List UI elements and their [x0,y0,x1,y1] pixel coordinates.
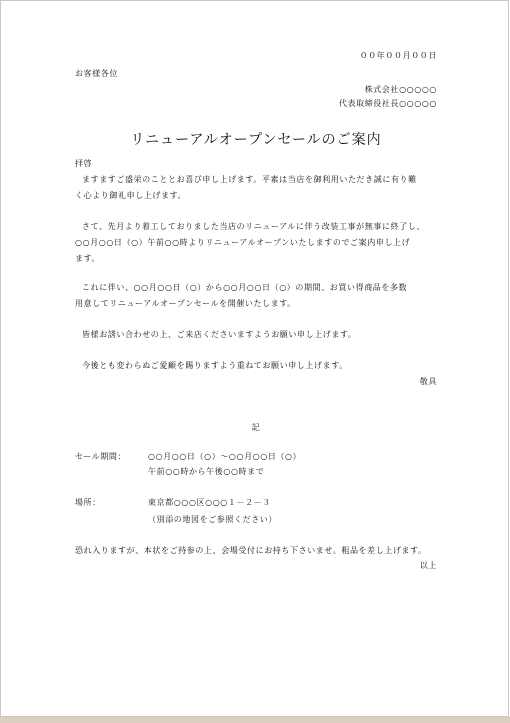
paragraph-5: 今後とも変わらぬご愛顧を賜りますよう重ねてお願い申し上げます。 [82,361,348,370]
sale-period-value: ○○月○○日（○）～○○月○○日（○） [148,452,302,461]
paragraph-2-line-2: ○○月○○日（○）午前○○時よりリニューアルオープンいたしますのでご案内申し上げ [75,238,411,247]
paragraph-2-line-3: ます。 [75,254,101,263]
salutation: 拝啓 [75,159,93,168]
ki-heading: 記 [251,423,261,432]
page-bottom-edge [0,717,510,723]
paragraph-1-line-2: く心より御礼申し上げます。 [75,191,187,200]
paragraph-4: 皆様お誘い合わせの上、ご来店くださいますようお願い申し上げます。 [82,330,357,339]
note-text: 恐れ入りますが、本状をご持参の上、会場受付にお持ち下さいませ。粗品を差し上げます。 [75,546,427,555]
sender-company: 株式会社○○○○○ [364,85,437,94]
document-title: リニューアルオープンセールのご案内 [130,132,382,148]
sender-representative: 代表取締役社長○○○○○ [338,99,437,108]
sale-period-label: セール期間： [75,452,127,461]
venue-address: 東京都○○○区○○○１－２－３ [148,498,271,507]
sale-hours-value: 午前○○時から午後○○時まで [148,467,265,476]
paragraph-3-line-2: 用意してリニューアルオープンセールを開催いたします。 [75,299,296,308]
paragraph-2-line-1: さて、先月より着工しておりました当店のリニューアルに伴う改装工事が無事に終了し、 [82,222,425,231]
venue-label: 場所： [75,498,101,507]
paragraph-1-line-1: ますますご盛栄のこととお喜び申し上げます。平素は当店を御利用いただき誠に有り難 [82,175,417,184]
paragraph-3-line-1: これに伴い、○○月○○日（○）から○○月○○日（○）の期間、お買い得商品を多数 [82,283,408,292]
end-ijou: 以上 [419,561,437,570]
addressee: お客様各位 [75,69,118,78]
closing-keigu: 敬具 [419,377,437,386]
venue-map-note: （別添の地図をご参照ください） [148,515,277,524]
document-date: ００年００月００日 [359,51,437,60]
